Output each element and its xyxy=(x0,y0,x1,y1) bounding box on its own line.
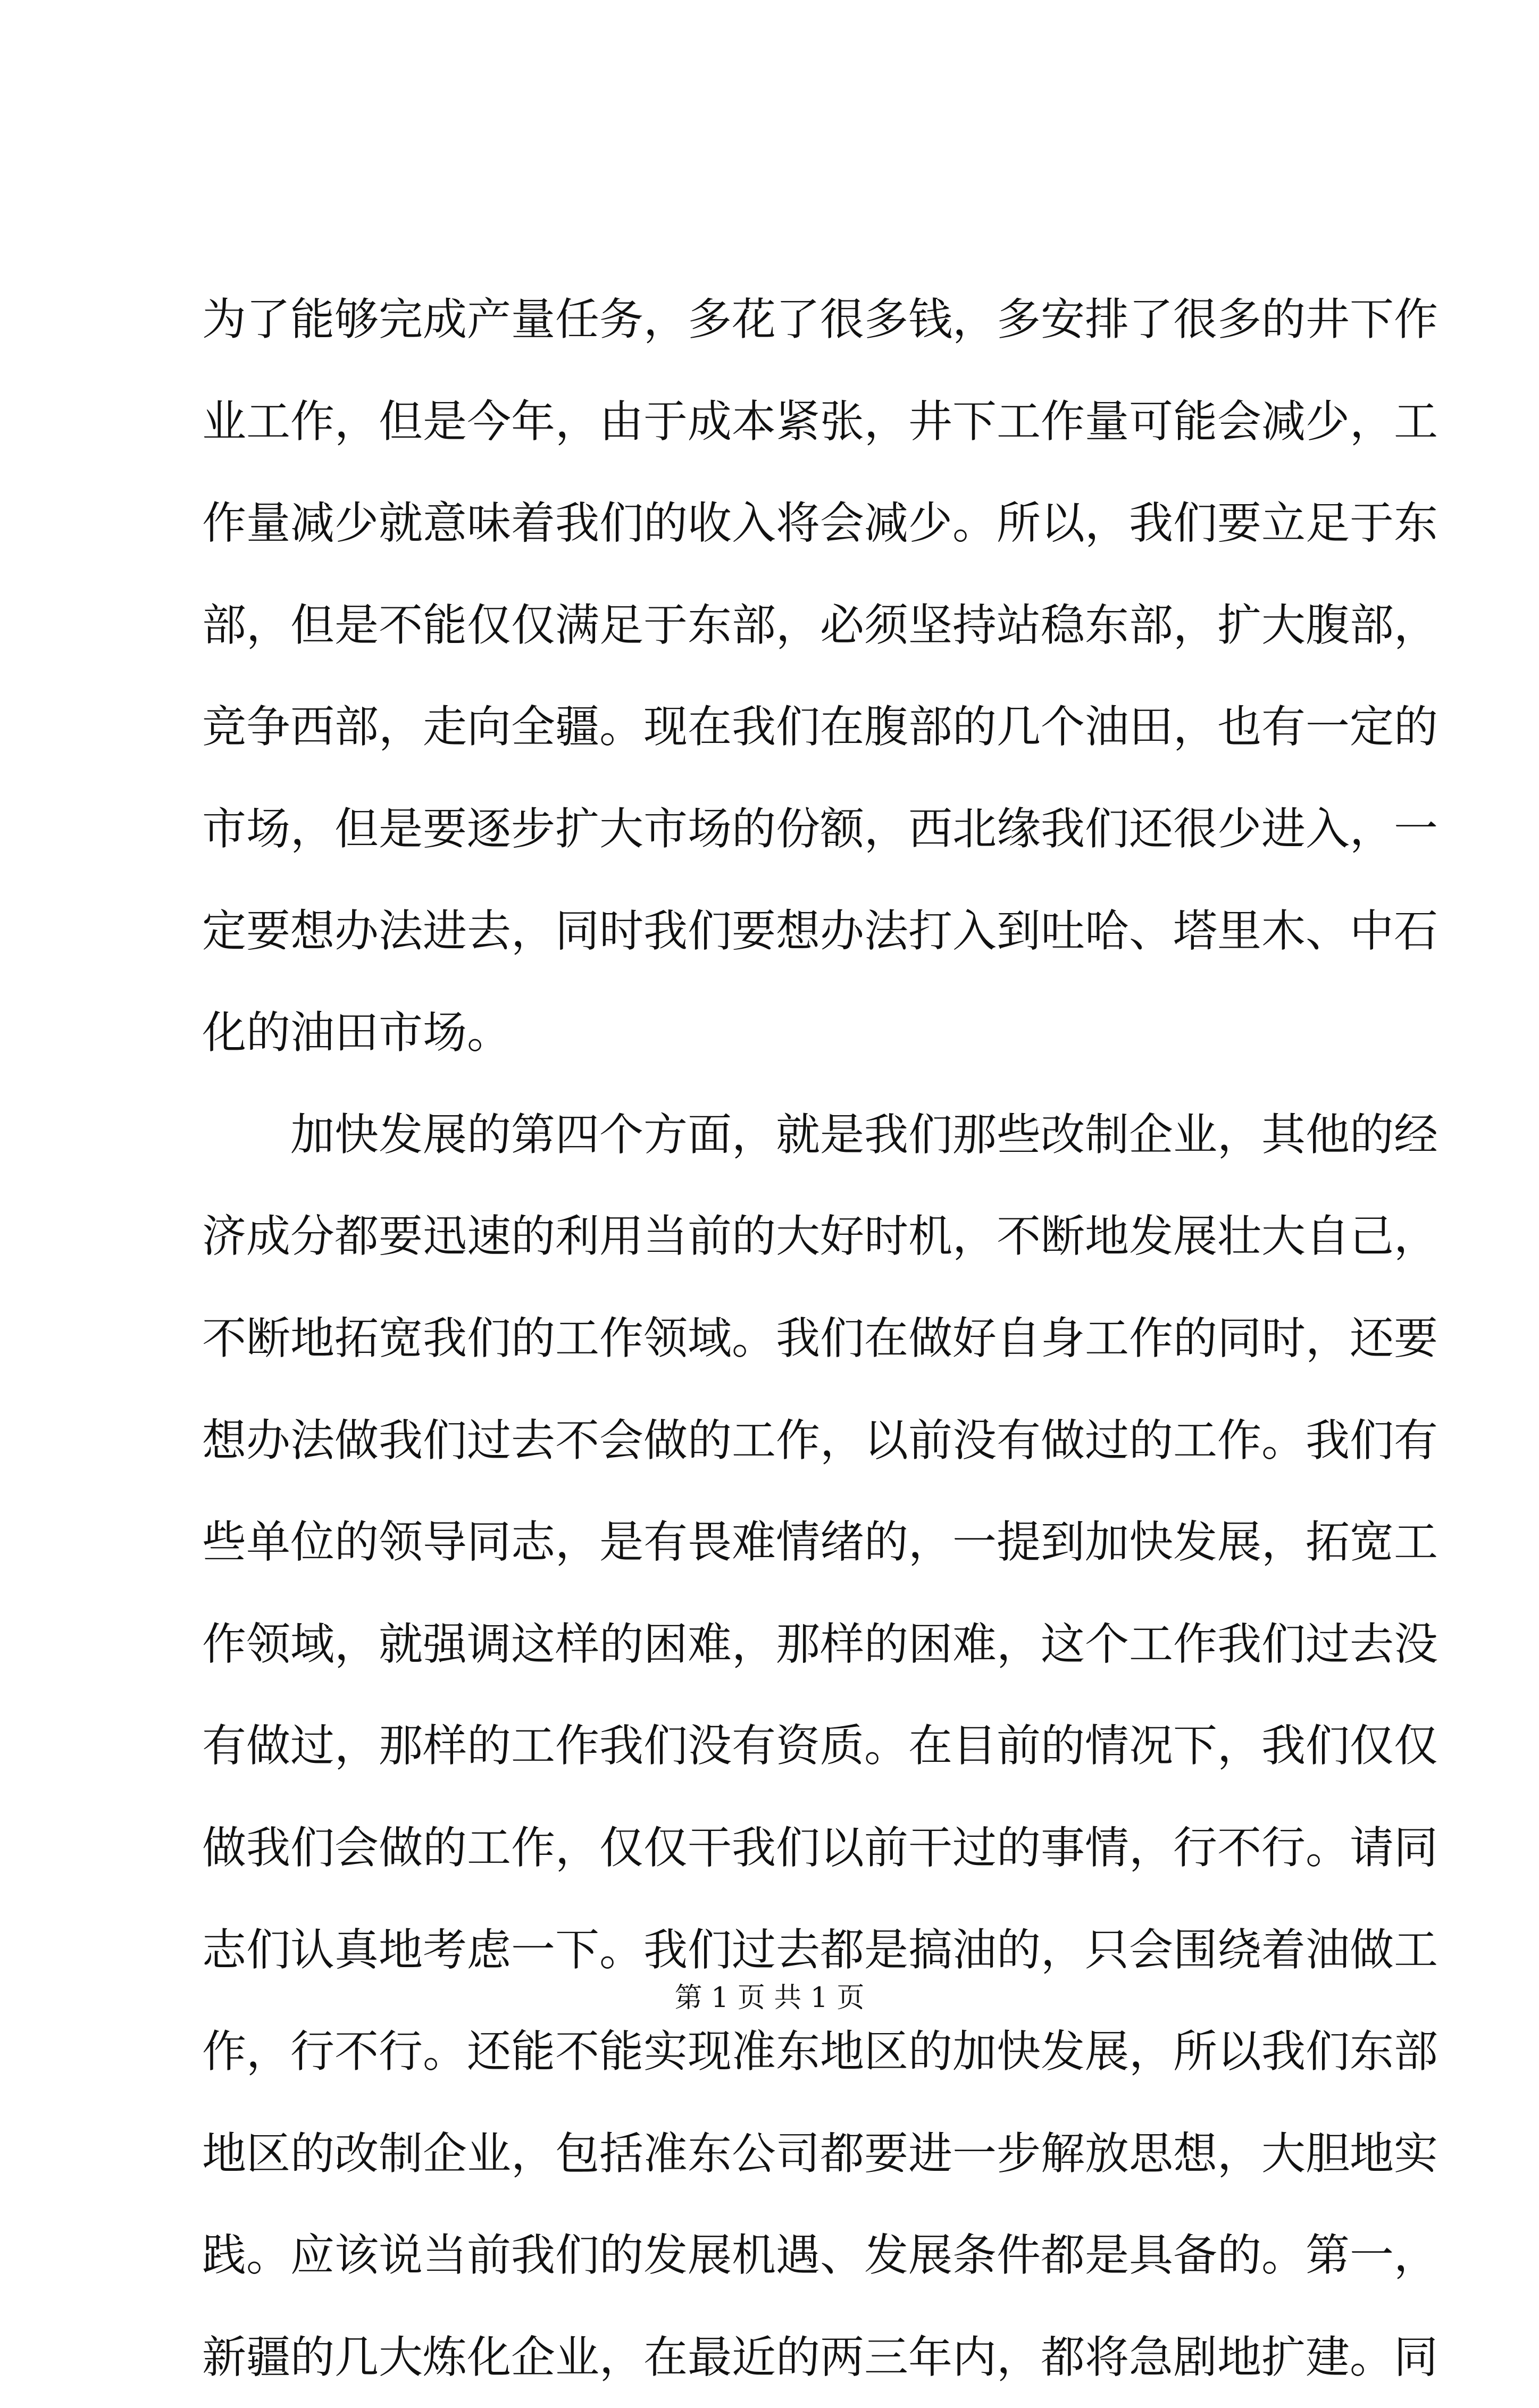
text-line: 想办法做我们过去不会做的工作，以前没有做过的工作。我们有 xyxy=(202,1414,1438,1466)
text-line: 志们认真地考虑一下。我们过去都是搞油的，只会围绕着油做工 xyxy=(202,1924,1438,1976)
text-line: 定要想办法进去，同时我们要想办法打入到吐哈、塔里木、中石 xyxy=(202,905,1438,957)
text-line: 作领域，就强调这样的困难，那样的困难，这个工作我们过去没 xyxy=(202,1618,1438,1670)
text-line: 为了能够完成产量任务，多花了很多钱，多安排了很多的井下作 xyxy=(202,294,1438,345)
body-text xyxy=(202,269,1438,2408)
text-line: 新疆的几大炼化企业，在最近的两三年内，都将急剧地扩建。同 xyxy=(202,2331,1438,2383)
text-line: 加快发展的第四个方面，就是我们那些改制企业，其他的经 xyxy=(290,1108,1438,1160)
text-line: 业工作，但是今年，由于成本紧张，井下工作量可能会减少，工 xyxy=(202,395,1438,447)
text-line: 济成分都要迅速的利用当前的大好时机，不断地发展壮大自己， xyxy=(202,1210,1438,1262)
text-line: 践。应该说当前我们的发展机遇、发展条件都是具备的。第一， xyxy=(202,2229,1438,2281)
page-number-footer: 第 1 页 共 1 页 xyxy=(674,1982,865,2014)
text-line: 竞争西部，走向全疆。现在我们在腹部的几个油田，也有一定的 xyxy=(202,701,1438,753)
text-line: 地区的改制企业，包括准东公司都要进一步解放思想，大胆地实 xyxy=(202,2127,1438,2179)
text-line: 些单位的领导同志，是有畏难情绪的，一提到加快发展，拓宽工 xyxy=(202,1516,1438,1568)
text-line: 有做过，那样的工作我们没有资质。在目前的情况下，我们仅仅 xyxy=(202,1720,1438,1772)
text-line: 化的油田市场。 xyxy=(202,1007,511,1059)
text-line: 做我们会做的工作，仅仅干我们以前干过的事情，行不行。请同 xyxy=(202,1821,1438,1874)
text-line: 部，但是不能仅仅满足于东部，必须坚持站稳东部，扩大腹部， xyxy=(202,599,1438,651)
text-line: 作量减少就意味着我们的收入将会减少。所以，我们要立足于东 xyxy=(202,497,1438,549)
text-line: 不断地拓宽我们的工作领域。我们在做好自身工作的同时，还要 xyxy=(202,1312,1438,1364)
text-line: 市场，但是要逐步扩大市场的份额，西北缘我们还很少进入，一 xyxy=(202,802,1438,855)
text-line: 作，行不行。还能不能实现准东地区的加快发展，所以我们东部 xyxy=(202,2026,1438,2078)
